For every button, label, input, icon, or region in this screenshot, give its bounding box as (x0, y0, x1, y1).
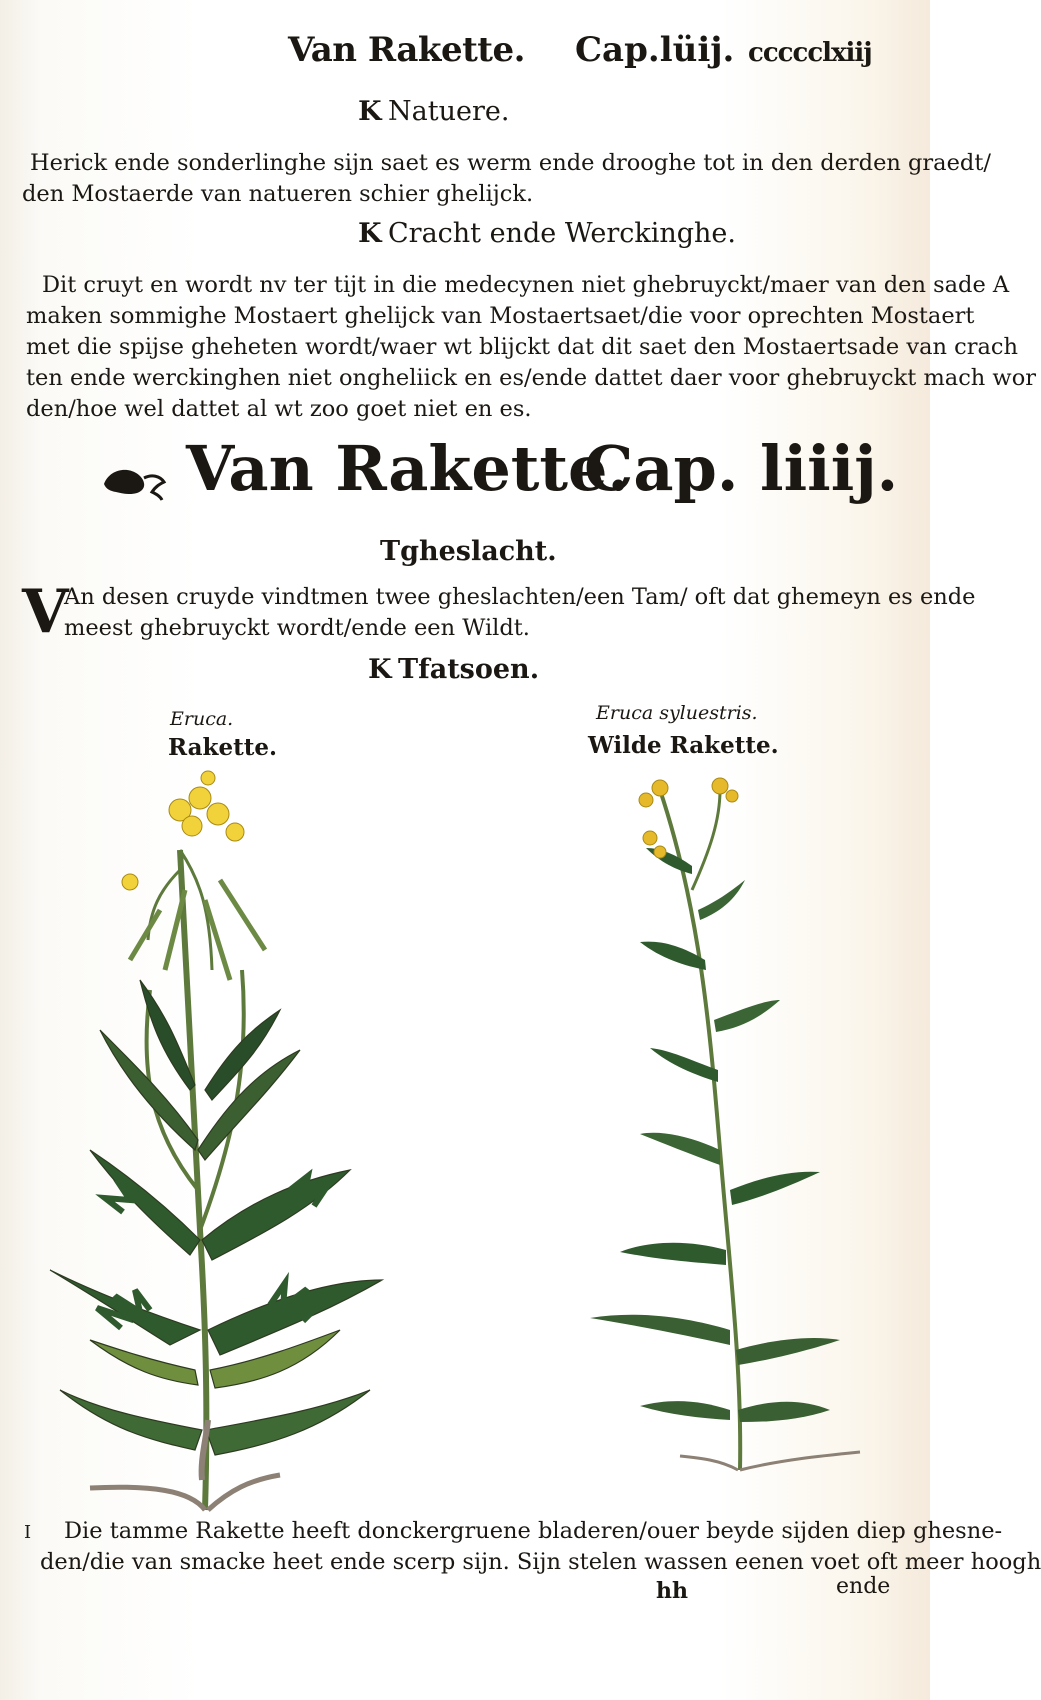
running-title: Van Rakette. (288, 30, 525, 70)
figure-latin-label: Eruca. (170, 708, 234, 730)
figure-name-label: Rakette. (168, 734, 278, 761)
paragraph-bottom (40, 1516, 1041, 1578)
figure-latin-label: Eruca syluestris. (596, 702, 758, 724)
pilcrow-icon: K (358, 96, 382, 127)
text-line: den/die van smacke heet ende scerp sijn. Sijn stelen wassen eenen voet oft meer hoogh (40, 1549, 1041, 1575)
text-line: den/hoe wel dattet al wt zoo goet niet en es. (26, 396, 532, 422)
heading-fatsoen (368, 654, 539, 685)
chapter-title: Van Rakette. (186, 432, 630, 505)
text-line: An desen cruyde vindtmen twee gheslachten/een Tam/ oft dat ghemeyn es ende (64, 584, 976, 610)
running-chapter: Cap.lüij. (575, 30, 735, 70)
paragraph-gheslacht (64, 582, 976, 644)
folio-number: ccccclxiij (748, 38, 872, 68)
heading-cracht (358, 218, 736, 249)
fleuron-icon (100, 458, 172, 504)
text-line: Dit cruyt en wordt nv ter tijt in die medecynen niet ghebruyckt/maer van den sade A (42, 272, 1010, 298)
text-line: maken sommighe Mostaert ghelijck van Mostaertsaet/die voor oprechten Mostaert (26, 303, 975, 329)
margin-mark: I (24, 1522, 32, 1543)
pilcrow-icon: K (368, 654, 392, 685)
chapter-number: Cap. liiij. (584, 432, 899, 505)
heading-natuere (358, 96, 509, 127)
heading-cracht-text: Cracht ende Werckinghe. (388, 218, 736, 249)
figure-name-label: Wilde Rakette. (588, 732, 779, 759)
text-line: met die spijse gheheten wordt/waer wt blijckt dat dit saet den Mostaertsade van crach (26, 334, 1018, 360)
catchword: ende (836, 1574, 891, 1599)
text-line: ten ende werckinghen niet ongheliick en es/ende dattet daer voor ghebruyckt mach wor (26, 365, 1036, 391)
rocket-plant-illustration (30, 770, 430, 1510)
text-line: den Mostaerde van natueren schier ghelijck. (22, 181, 534, 207)
wild-rocket-plant-illustration (580, 770, 880, 1480)
heading-gheslacht: Tgheslacht. (380, 536, 557, 567)
heading-natuere-text: Natuere. (388, 96, 510, 127)
drop-capital: V (22, 577, 69, 647)
text-line: Herick ende sonderlinghe sijn saet es werm ende drooghe tot in den derden graedt/ (30, 150, 991, 176)
pilcrow-icon: K (358, 218, 382, 249)
paragraph-cracht (26, 270, 1036, 425)
heading-fatsoen-text: Tfatsoen. (398, 654, 540, 685)
text-line: meest ghebruyckt wordt/ende een Wildt. (64, 615, 530, 641)
paragraph-natuere (22, 148, 991, 210)
text-line: Die tamme Rakette heeft donckergruene bladeren/ouer beyde sijden diep ghesne- (64, 1518, 1003, 1544)
signature-mark: hh (656, 1578, 688, 1604)
